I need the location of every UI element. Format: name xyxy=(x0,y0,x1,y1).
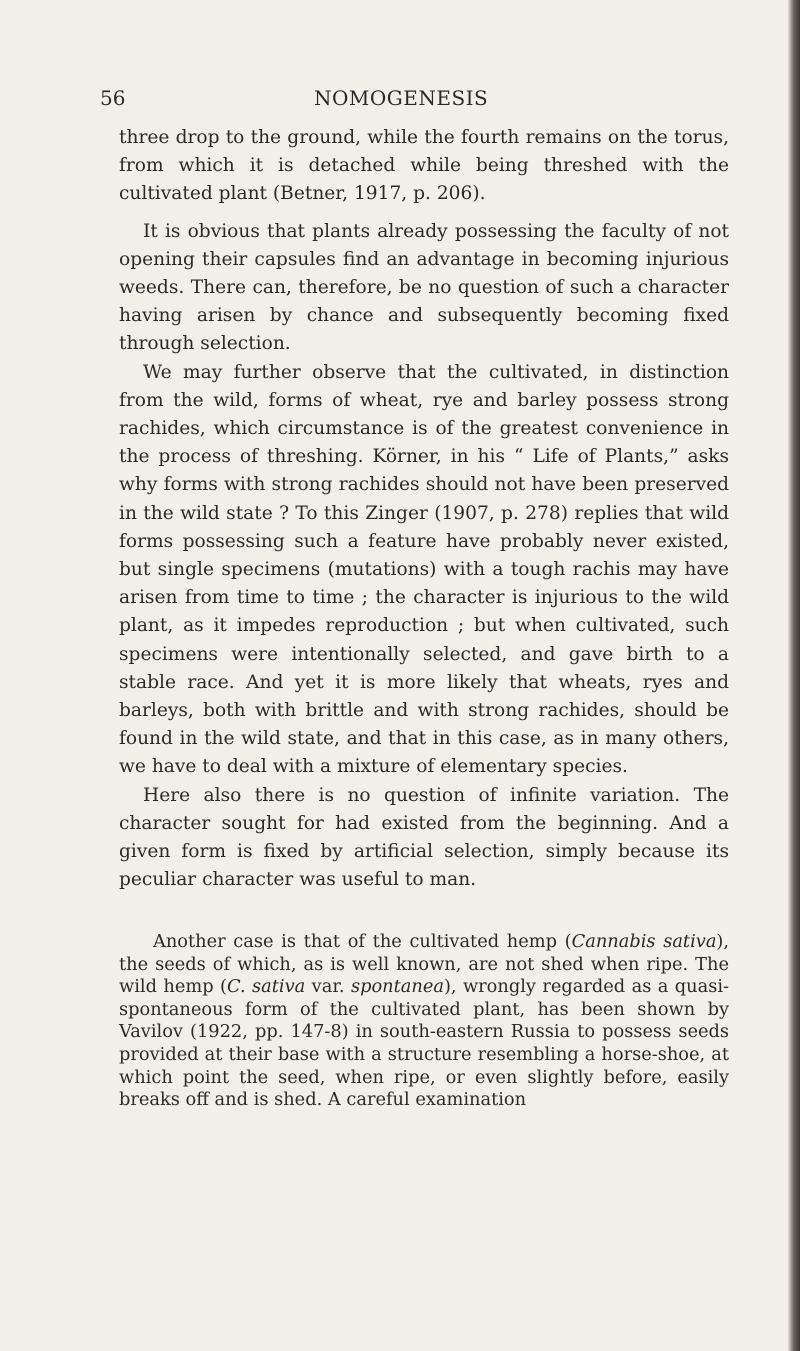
page-edge-shadow xyxy=(788,0,800,1351)
paragraph-continuation: three drop to the ground, while the fourth remains on the torus, from which it is detached while being threshed with the cultivated plant (Betner, 1917, p. 206). xyxy=(119,127,729,205)
small-type-text xyxy=(119,931,729,1112)
running-title: NOMOGENESIS xyxy=(314,86,489,110)
c-sativa-italic: C. sativa xyxy=(226,976,306,998)
paragraph-rachides: We may further observe that the cultivated, in distinction from the wild, forms of wheat, rye and barley possess strong rachides, which circumstance is of the greatest convenience in the process of threshing. Körner, in his “ Life of Plants,” asks why forms with strong rachides should not have been preserved in the wild state ? To this Zinger (1907, p. 278) replies that wild forms possessing such a feature have probably never existed, but single specimens (mutations) with a tough rachis may have arisen from time to time ; the character is injurious to the wild plant, as it impedes reproduction ; but when cultivated, such specimens were intentionally selected, and gave birth to a stable race. And yet it is more likely that wheats, ryes and barleys, both with brittle and with strong rachides, should be found in the wild state, and that in this case, as in many others, we have to deal with a mixture of elementary species. xyxy=(119,361,729,778)
hemp-mid: ), the seeds of which, as is well known, are not shed when ripe. The wild hemp ( xyxy=(119,931,730,998)
hemp-intro: Another case is that of the cultivated hemp ( xyxy=(153,931,572,952)
spontanea-italic: spontanea xyxy=(350,976,444,998)
page-header xyxy=(100,86,730,116)
paragraph-weeds: It is obvious that plants already possessing the faculty of not opening their capsules find an advantage in becoming injurious weeds. There can, therefore, be no question of such a character having arisen by chance and subsequently becoming fixed through selection. xyxy=(119,220,729,355)
body-text xyxy=(119,124,729,894)
cannabis-italic: Cannabis sativa xyxy=(571,931,717,952)
page-number: 56 xyxy=(100,86,126,110)
paragraph-hemp xyxy=(119,931,729,1112)
hemp-rest: ), wrongly regarded as a quasi-spontaneous form of the cultivated plant, has been shown by Vavilov (1922, pp. 147-8) in south-eastern Russia to possess seeds provided at their base with a structure resembling a horse-shoe, at which point the seed, when ripe, or even slightly before, easily breaks off and is shed. A careful examination xyxy=(119,976,730,1111)
paragraph-variation: Here also there is no question of infinite variation. The character sought for had existed from the beginning. And a given form is fixed by artificial selection, simply because its peculiar character was useful to man. xyxy=(119,784,729,891)
var-text: var. xyxy=(305,976,351,998)
